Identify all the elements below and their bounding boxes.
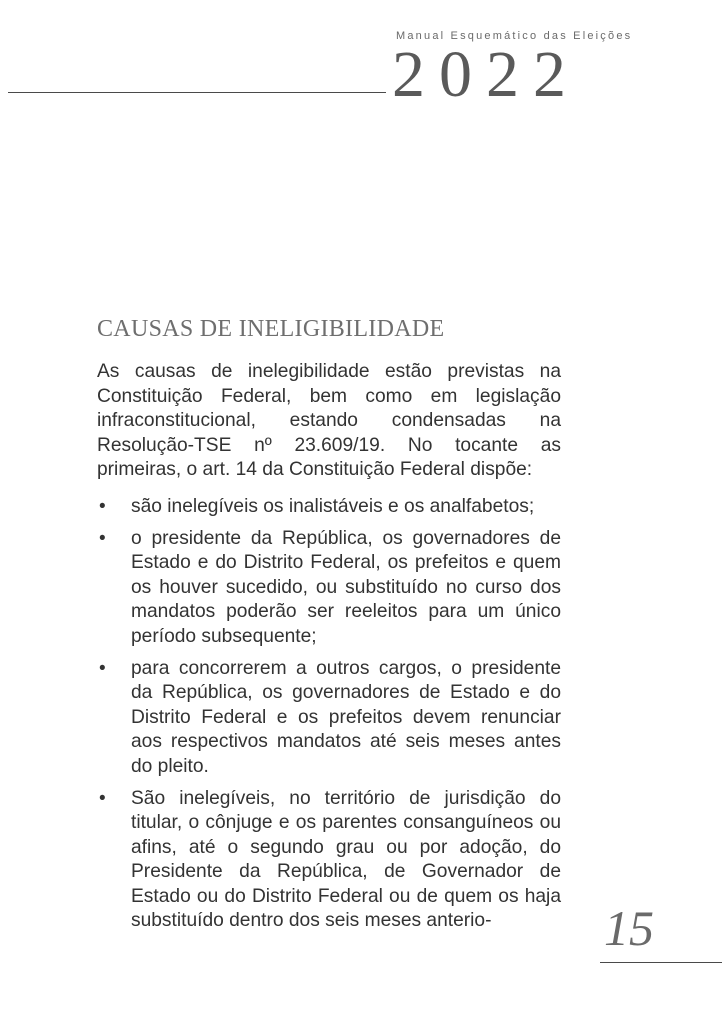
list-item-text: São inelegíveis, no território de jurisdição do titular, o cônjuge e os parentes consanguíneos ou afins, até o segundo grau ou por adoção, do Presidente da República, de Governador de Estado ou do Distrito Federal ou de quem os haja substituído dentro dos seis meses anterio- <box>131 787 561 932</box>
list-item-text: o presidente da República, os governadores de Estado e do Distrito Federal, os prefeitos e quem os houver sucedido, ou substituído no curso dos mandatos poderão ser reeleitos para um único período subsequente; <box>131 527 561 647</box>
bullet-icon: • <box>99 495 106 517</box>
header-subtitle: Manual Esquemático das Eleições <box>396 30 633 42</box>
bullet-icon: • <box>99 787 106 809</box>
section-title: CAUSAS DE INELIGIBILIDADE <box>97 316 445 342</box>
list-item-text: são inelegíveis os inalistáveis e os analfabetos; <box>131 495 535 517</box>
list-item-text: para concorrerem a outros cargos, o presidente da República, os governadores de Estado e do Distrito Federal e os prefeitos devem renunciar aos respectivos mandatos até seis meses antes do pleito. <box>131 657 561 777</box>
list-item <box>97 657 561 780</box>
footer-divider <box>600 962 722 963</box>
header-divider <box>8 92 386 93</box>
list-item <box>97 527 561 650</box>
page-number: 15 <box>604 900 654 956</box>
intro-paragraph: As causas de inelegibilidade estão previstas na Constituição Federal, bem como em legislação infraconstitucional, estando condensadas na Resolução-TSE nº 23.609/19. No tocante as primeiras, o art. 14 da Constituição Federal dispõe: <box>97 361 561 481</box>
header-year: 2022 <box>392 38 580 111</box>
list-item <box>97 787 561 935</box>
list-item <box>97 495 561 520</box>
section-body <box>97 360 561 941</box>
bullet-icon: • <box>99 657 106 679</box>
bullet-list <box>97 495 561 934</box>
bullet-icon: • <box>99 527 106 549</box>
